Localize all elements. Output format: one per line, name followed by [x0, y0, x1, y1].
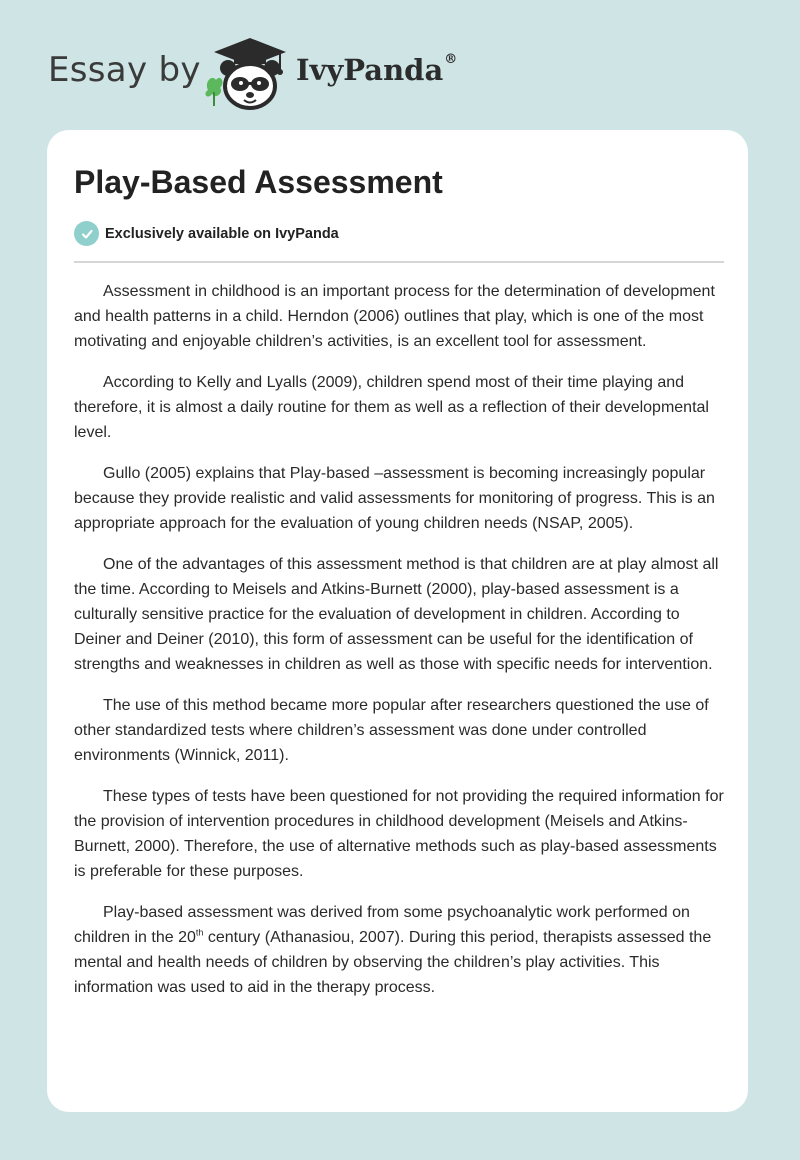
exclusive-badge: [74, 221, 339, 246]
registered-mark: ®: [444, 52, 458, 68]
paragraph: Assessment in childhood is an important process for the determination of development and health patterns in a child. Herndon (2006) outlines that play, which is one of the most motivating and enjoyable children’s activities, is an excellent tool for assessment.: [74, 283, 715, 350]
essay-card: [47, 130, 748, 1112]
paragraph: These types of tests have been questioned for not providing the required information for the provision of intervention procedures in childhood development (Meisels and Atkins-Burnett, 2000). Therefore, the use of alternative methods such as play-based assessments is preferable for these purposes.: [74, 788, 724, 880]
paragraph: The use of this method became more popular after researchers questioned the use of other standardized tests where children’s assessment was done under controlled environments (Winnick, 2011).: [74, 697, 709, 764]
paragraph: Play-based assessment was derived from some psychoanalytic work performed on children in the 20th century (Athanasiou, 2007). During this period, therapists assessed the mental and health needs of children by observing the children’s play activities. This information was used to aid in the therapy process.: [74, 904, 712, 996]
paragraph: One of the advantages of this assessment method is that children are at play almost all the time. According to Meisels and Atkins-Burnett (2000), play-based assessment is a culturally sensitive practice for the evaluation of development in children. According to Deiner and Deiner (2010), this form of assessment can be useful for the identification of strengths and weaknesses in children as well as those with specific needs for intervention.: [74, 556, 719, 673]
paragraph: Gullo (2005) explains that Play-based –assessment is becoming increasingly popular because they provide realistic and valid assessments for monitoring of progress. This is an appropriate approach for the evaluation of young children needs (NSAP, 2005).: [74, 465, 715, 532]
essay-body: [74, 279, 726, 1016]
checkmark-icon: [74, 221, 99, 246]
essay-by-label: Essay by: [48, 50, 201, 90]
panda-graduate-logo-icon: [200, 34, 292, 112]
paragraph: According to Kelly and Lyalls (2009), children spend most of their time playing and therefore, it is almost a daily routine for them as well as a reflection of their developmental level.: [74, 374, 709, 441]
exclusive-badge-label: Exclusively available on IvyPanda: [105, 225, 339, 242]
site-header: [0, 0, 800, 128]
page-title: Play-Based Assessment: [74, 164, 443, 200]
brand-name: IvyPanda®: [296, 52, 458, 87]
divider: [74, 261, 724, 263]
